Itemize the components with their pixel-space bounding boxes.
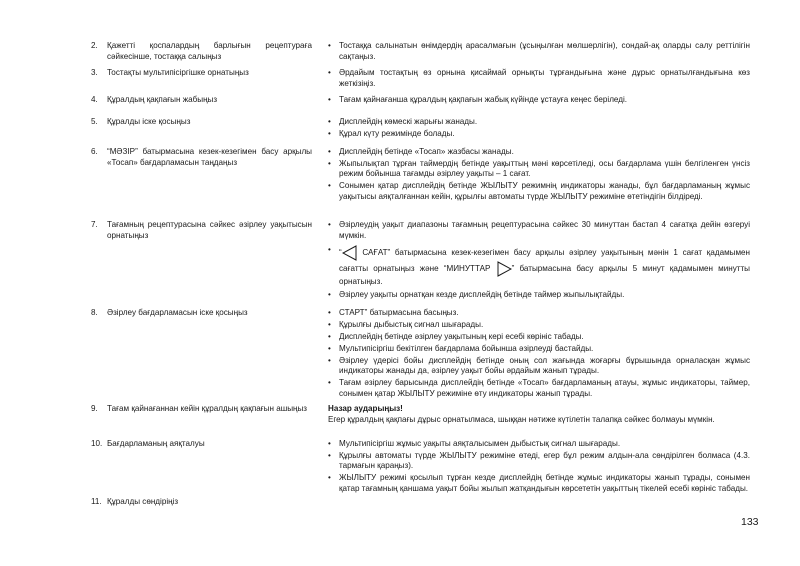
detail-item: • Тағам қайнағанша құралдың қақпағын жабық күйінде ұстауға кеңес беріледі. <box>328 95 750 106</box>
detail-item: • Құрылғы автоматы түрде ЖЫЛЫТУ режиміне өтеді, егер бұл режим алдын-ала сөндірілген болмаса (4.3. тармағын қараңыз). <box>328 451 750 472</box>
step-details <box>328 439 750 496</box>
right-arrow-icon <box>496 261 512 277</box>
arrow-text-a: САҒАТ” батырмасына кезек-кезегімен басу арқылы әзірлеу уақытының мәнін 1 сағат қадамымен сағатты орнатыңыз және “МИНУТТАР <box>339 248 750 274</box>
detail-item: • Әрдайым тостақтың өз орнына қисаймай орнықты тұрғандығына және дұрыс орнатылғандығына көз жеткізіңіз. <box>328 68 750 89</box>
step-label: Әзірлеу бағдарламасын іске қосыңыз <box>107 308 248 317</box>
step-details <box>328 147 750 204</box>
step-number: 6. <box>91 147 98 156</box>
step-number: 2. <box>91 41 98 50</box>
detail-item: • ЖЫЛЫТУ режимі қосылып тұрған кезде дисплейдің бетінде жұмыс индикаторы жанып тұрады, сонымен қатар тағамның қаншама уақыт бойы жылып жатқандығын көрсететін уақыттың тікелей есебі көрініс табады. <box>328 473 750 494</box>
page-number: 133 <box>741 516 759 528</box>
step-label: Құралды іске қосыңыз <box>107 117 191 126</box>
detail-item: • Құрал күту режимінде болады. <box>328 129 750 140</box>
step-label: Тағам қайнағаннан кейін құралдың қақпағын ашыңыз <box>107 404 308 413</box>
step-number: 11. <box>91 497 102 506</box>
step-number: 9. <box>91 404 98 413</box>
detail-item: • Жыпылықтап тұрған таймердің бетінде уақыттың мәні көрсетіледі, осы бағдарлама үшін белгіленген үнсіз режим бойынша тағамды әзірлеу уақыты – 1 сағат. <box>328 159 750 180</box>
step-number: 8. <box>91 308 98 317</box>
step-number: 5. <box>91 117 98 126</box>
step-label: Тағамның рецептурасына сәйкес әзірлеу уақытысын орнатыңыз <box>107 220 312 240</box>
detail-item: • Дисплейдің көмескі жарығы жанады. <box>328 117 750 128</box>
step-label: Бағдарламаның аяқталуы <box>107 439 205 448</box>
step-details <box>328 220 750 302</box>
step-label: Қажетті қоспалардың барлығын рецептураға сәйкесінше, тостаққа салыңыз <box>107 41 312 61</box>
detail-item: • Дисплейдің бетінде әзірлеу уақытының кері есебі көрініс табады. <box>328 332 750 343</box>
step-number: 4. <box>91 95 98 104</box>
step-details <box>328 95 750 107</box>
detail-item: • Тостаққа салынатын өнімдердің арасалмағын (ұсыңылған мөлшерлігін), сондай-ақ оларды салу реттілігін сақтаңыз. <box>328 41 750 62</box>
detail-item: • СТАРТ” батырмасына басыңыз. <box>328 308 750 319</box>
step-details <box>328 41 750 63</box>
warning-note <box>328 404 750 425</box>
detail-item: • Мультипісіргіш жұмыс уақыты аяқталысымен дыбыстық сигнал шығарады. <box>328 439 750 450</box>
step-number: 10. <box>91 439 103 448</box>
detail-item: • Тағам әзірлеу барысында дисплейдің бетінде «Тосап» бағдарламаның атауы, жұмыс индикаторы, таймер, сонымен қатар ЖЫЛЫТУ режиміне өту индикаторы жанып тұрады. <box>328 378 750 399</box>
detail-item: • Әзірлеудің уақыт диапазоны тағамның рецептурасына сәйкес 30 минуттан бастап 4 сағатқа дейін өзгеруі мүмкін. <box>328 220 750 241</box>
step-label: Құралдың қақпағын жабыңыз <box>107 95 218 104</box>
step-details <box>328 117 750 141</box>
warning-title: Назар аударыңыз! <box>328 404 403 413</box>
detail-item: • Құрылғы дыбыстық сигнал шығарады. <box>328 320 750 331</box>
detail-item: • Әзірлеу уақыты орнатқан кезде дисплейдің бетінде таймер жыпылықтайды. <box>328 290 750 301</box>
step-label: “МӘЗІР” батырмасына кезек-кезегімен басу арқылы «Тосап» бағдарламасын таңдаңыз <box>107 147 312 167</box>
arrow-text-b: ” батырмасына басу арқылы 5 минут қадамымен минутты орнатыңыз. <box>339 264 750 287</box>
step-details <box>328 308 750 401</box>
step-label: Құралды сөндіріңіз <box>107 497 179 506</box>
detail-item: • Мультипісіргіш бекітілген бағдарлама бойынша әзірлеуді бастайды. <box>328 344 750 355</box>
step-details <box>328 68 750 90</box>
detail-item: • Дисплейдің бетінде «Тосап» жазбасы жанады. <box>328 147 750 158</box>
step-number: 3. <box>91 68 98 77</box>
left-arrow-icon <box>342 245 358 261</box>
detail-item-with-arrows <box>328 245 750 288</box>
detail-item: • Сонымен қатар дисплейдің бетінде ЖЫЛЫТУ режимнің индикаторы жанады, бұл бағдарламаның жұмыс уақытысы аяқталғаннан кейін, құрылғы автоматы түрде ЖЫЛЫТУ режиміне өтетіндігін білдіреді. <box>328 181 750 202</box>
warning-text: Егер құралдың қақпағы дұрыс орнатылмаса, шыққан нәтиже күтілетін талапқа сәйкес болмауы мүмкін. <box>328 414 715 424</box>
open-quote: “ <box>339 248 342 258</box>
detail-item: • Әзірлеу үдерісі бойы дисплейдің бетінде оның сол жағында жоғарғы бұрышында орналасқан жұмыс индикаторы жанады да, әзірлеу уақыт бойы әрдайым жанып тұрады. <box>328 356 750 377</box>
step-label: Тостақты мультипісіргішке орнатыңыз <box>107 68 249 77</box>
step-number: 7. <box>91 220 98 229</box>
